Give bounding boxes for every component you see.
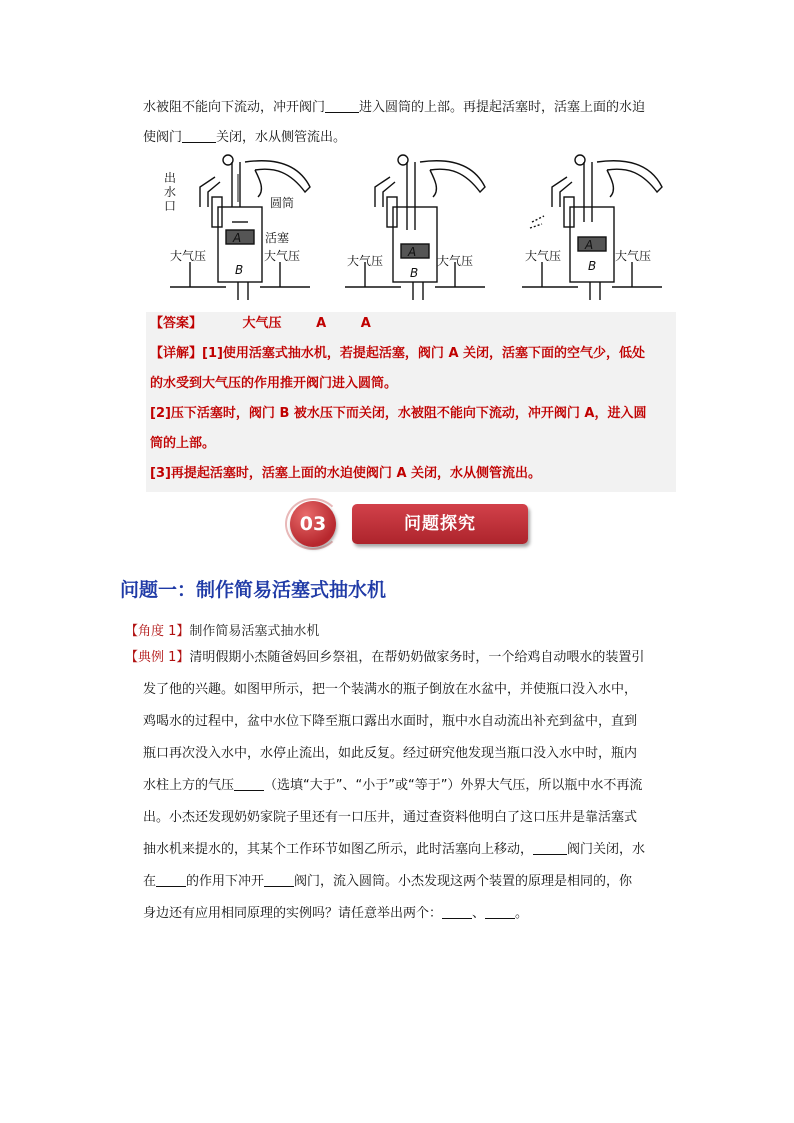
question-text: 。 [515,906,529,921]
answer-tag: 【答案】 [150,316,203,331]
label-valve-b: B [235,263,244,277]
question-text: 的作用下冲开 [186,874,265,889]
label-valve-a: A [408,245,417,259]
answer-blank[interactable] [485,906,515,919]
label-outlet: 出 [164,171,177,185]
label-atm: 大气压 [347,254,384,268]
question-text: （选填“大于”、“小于”或“等于”）外界大气压，所以瓶中水不再流 [264,778,643,793]
answer-blank[interactable] [264,874,294,887]
question-text: 、 [472,906,486,921]
answer-blank[interactable] [442,906,472,919]
question-text: 在 [143,874,157,889]
section-title: 问题探究 [352,504,528,544]
question-text: 清明假期小杰随爸妈回乡祭祖，在帮奶奶做家务时，一个给鸡自动喂水的装置引 [189,650,645,665]
question-text: 水柱上方的气压 [143,778,235,793]
question-text: 身边还有应用相同原理的实例吗？请任意举出两个： [143,906,443,921]
section-number: 03 [290,501,336,547]
label-piston: 活塞 [265,231,290,245]
explain-line: 的水受到大气压的作用推开阀门进入圆筒。 [150,376,398,391]
intro-text: 水被阻不能向下流动，冲开阀门 [143,100,326,115]
answer-blank[interactable] [156,874,186,887]
question-text: 阀门关闭，水 [567,842,646,857]
question-text: 鸡喝水的过程中，盆中水位下降至瓶口露出水面时，瓶中水自动流出补充到盆中，直到 [143,714,638,729]
example-tag: 【典例 1】 [125,650,190,665]
question-text: 抽水机来提水的，其某个工作环节如图乙所示，此时活塞向上移动， [143,842,534,857]
answer-blank[interactable] [325,100,359,113]
label-atm: 大气压 [264,249,301,263]
question-text: 出。小杰还发现奶奶家院子里还有一口压井，通过查资料他明白了这口压井是靠活塞式 [143,810,638,825]
intro-text: 使阀门 [143,130,183,145]
answer-value: 大气压 [242,316,282,331]
explain-line: [2]压下活塞时，阀门 B 被水压下而关闭，水被阻不能向下流动，冲开阀门 A，进入圆 [150,406,647,421]
pump-diagram [160,152,680,304]
intro-line-1 [143,100,645,116]
label-valve-a: A [585,238,594,252]
question-title: 问题一：制作简易活塞式抽水机 [120,579,387,601]
label-valve-b: B [410,266,419,280]
example-line-1 [125,650,644,666]
label-atm: 大气压 [615,249,652,263]
pump-3 [522,155,662,300]
question-line-5 [143,778,642,794]
label-valve-a: A [233,231,242,245]
pump-1 [170,155,310,300]
angle-text: 制作简易活塞式抽水机 [189,624,320,639]
question-line-8 [143,874,632,890]
answer-line [150,316,371,332]
question-line-7 [143,842,645,858]
label-outlet: 水 [164,185,177,199]
label-outlet: 口 [164,199,177,213]
explain-line: 筒的上部。 [150,436,216,451]
question-line-9 [143,906,528,922]
answer-value: A [360,316,371,331]
question-text: 发了他的兴趣。如图甲所示，把一个装满水的瓶子倒放在水盆中，并使瓶口没入水中， [143,682,638,697]
answer-blank[interactable] [533,842,567,855]
label-cylinder: 圆筒 [270,196,295,210]
answer-blank[interactable] [182,130,216,143]
answer-blank[interactable] [234,778,264,791]
label-atm: 大气压 [170,249,207,263]
answer-panel [146,312,676,492]
label-atm: 大气压 [525,249,562,263]
angle-line [125,620,319,639]
intro-line-2 [143,130,346,146]
explain-line: 【详解】[1]使用活塞式抽水机，若提起活塞，阀门 A 关闭，活塞下面的空气少，低处 [150,346,646,361]
question-text: 瓶口再次没入水中，水停止流出，如此反复。经过研究他发现当瓶口没入水中时，瓶内 [143,746,638,761]
question-text: 阀门，流入圆筒。小杰发现这两个装置的原理是相同的，你 [294,874,633,889]
intro-text: 关闭，水从侧管流出。 [216,130,347,145]
section-header [290,501,530,549]
answer-value: A [316,316,327,331]
label-atm: 大气压 [437,254,474,268]
label-valve-b: B [588,259,597,273]
intro-text: 进入圆筒的上部。再提起活塞时，活塞上面的水迫 [359,100,646,115]
explain-line: [3]再提起活塞时，活塞上面的水迫使阀门 A 关闭，水从侧管流出。 [150,466,542,481]
angle-tag: 【角度 1】 [125,624,190,639]
